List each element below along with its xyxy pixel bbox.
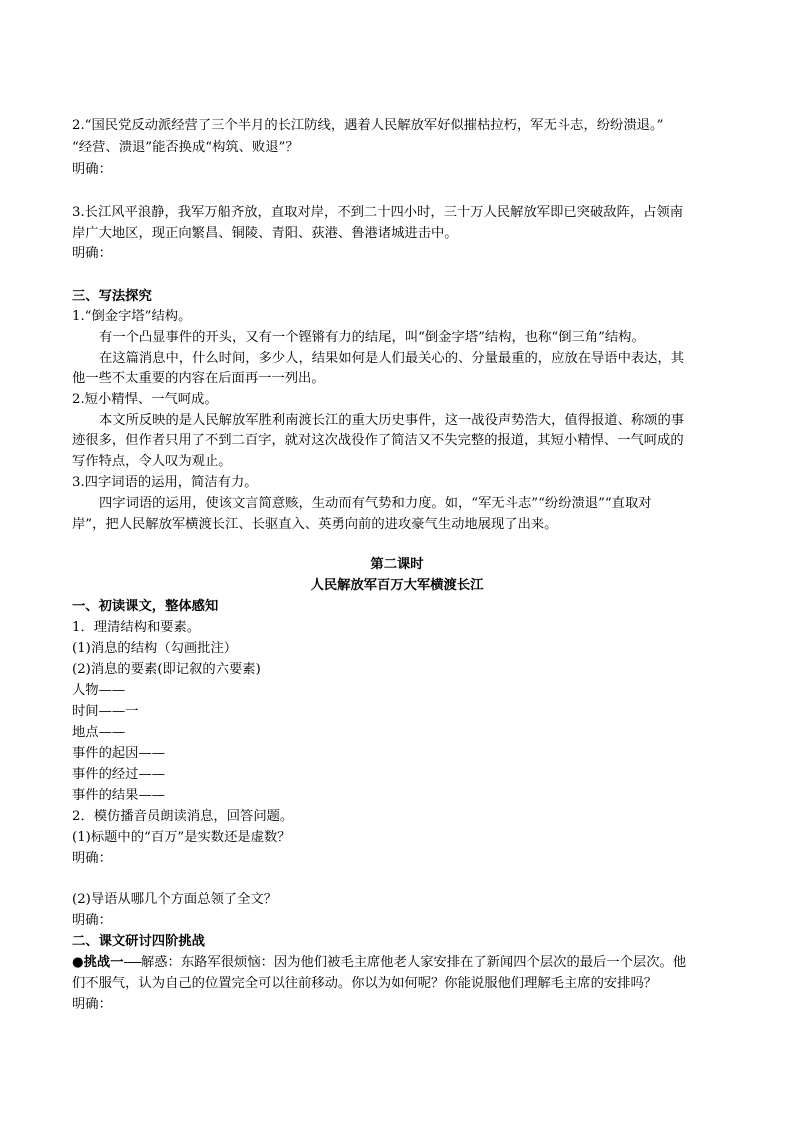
part1-heading: 一、初读课文，整体感知: [72, 599, 219, 614]
part1-answer-b: 明确：: [72, 913, 112, 928]
q2-line-2: “经营、溃退”能否换成“构筑、败退”？: [72, 140, 299, 155]
element-time: 时间——一: [72, 704, 139, 719]
q3-line-2: 岸广大地区，现正向繁昌、铜陵、青阳、荻港、鲁港诸城进击中。: [72, 226, 458, 241]
element-cause: 事件的起因——: [72, 746, 166, 761]
part2-heading: 二、课文研讨四阶挑战: [72, 934, 205, 949]
section3-point2-title: 2.短小精悍、一气呵成。: [72, 392, 218, 407]
q3-line-1: 3.长江风平浪静，我军万船齐放，直取对岸，不到二十四小时，三十万人民解放军即已突破敌阵，占领南: [72, 205, 684, 220]
challenge1-line-2: 们不服气，认为自己的位置完全可以往前移动。你以为如何呢？你能说服他们理解毛主席的安排吗？: [72, 976, 658, 991]
part1-item1a: (1)消息的结构（勾画批注）: [72, 641, 238, 656]
section3-heading: 三、写法探究: [72, 289, 152, 304]
part1-item1: 1．理清结构和要素。: [72, 620, 201, 635]
lesson2-title: 第二课时: [370, 557, 424, 572]
element-process: 事件的经过——: [72, 767, 166, 782]
element-result: 事件的结果——: [72, 788, 166, 803]
challenge1-text: 解惑：东路军很烦恼：因为他们被毛主席他老人家安排在了新闻四个层次的最后一个层次。他: [140, 955, 687, 970]
section3-point1-para-a: 有一个凸显事件的开头，又有一个铿锵有力的结尾，叫“倒金字塔”结构，也称“倒三角”结构。: [99, 330, 645, 345]
challenge1-line-1: [72, 954, 686, 972]
section3-point1-title: 1.“倒金字塔”结构。: [72, 309, 192, 324]
challenge1-dash: -----: [123, 955, 141, 970]
bullet: ●: [72, 955, 84, 970]
section3-point2-line-3: 写作特点，令人叹为观止。: [72, 454, 232, 469]
section3-point2-line-1: 本文所反映的是人民解放军胜利南渡长江的重大历史事件，这一战役声势浩大，值得报道、称颂的事: [99, 413, 685, 428]
section3-point1-para-b1: 在这篇消息中，什么时间，多少人，结果如何是人们最关心的、分量最重的，应放在导语中表达，其: [99, 351, 685, 366]
part1-item2a: (1)标题中的“百万”是实数还是虚数？: [72, 830, 291, 845]
part1-item1b: (2)消息的要素(即记叙的六要素): [72, 662, 261, 677]
part1-item2: 2．模仿播音员朗读消息，回答问题。: [72, 809, 294, 824]
part1-item2b: (2)导语从哪几个方面总领了全文？: [72, 892, 277, 907]
challenge1-label: 挑战一: [83, 955, 124, 970]
part1-answer-a: 明确：: [72, 851, 112, 866]
element-person: 人物——: [72, 683, 126, 698]
section3-point1-para-b2: 他一些不太重要的内容在后面再一一列出。: [72, 371, 325, 386]
element-place: 地点——: [72, 725, 126, 740]
section3-point3-title: 3.四字词语的运用，简洁有力。: [72, 475, 258, 490]
part2-answer: 明确：: [72, 997, 112, 1012]
q3-answer: 明确：: [72, 246, 112, 261]
section3-point3-line-2: 岸”，把人民解放军横渡长江、长驱直入、英勇向前的进攻豪气生动地展现了出来。: [72, 517, 558, 532]
q2-line-1: 2.“国民党反动派经营了三个半月的长江防线，遇着人民解放军好似摧枯拉朽，军无斗志，纷纷溃退。”: [72, 118, 664, 133]
lesson2-subtitle: 人民解放军百万大军横渡长江: [310, 578, 484, 593]
q2-answer: 明确：: [72, 162, 112, 177]
section3-point3-line-1: 四字词语的运用，使该文言简意赅，生动而有气势和力度。如，“军无斗志”“纷纷溃退”“直取对: [99, 496, 652, 511]
section3-point2-line-2: 迹很多，但作者只用了不到二百字，就对这次战役作了简洁又不失完整的报道，其短小精悍、一气呵成的: [72, 433, 684, 448]
